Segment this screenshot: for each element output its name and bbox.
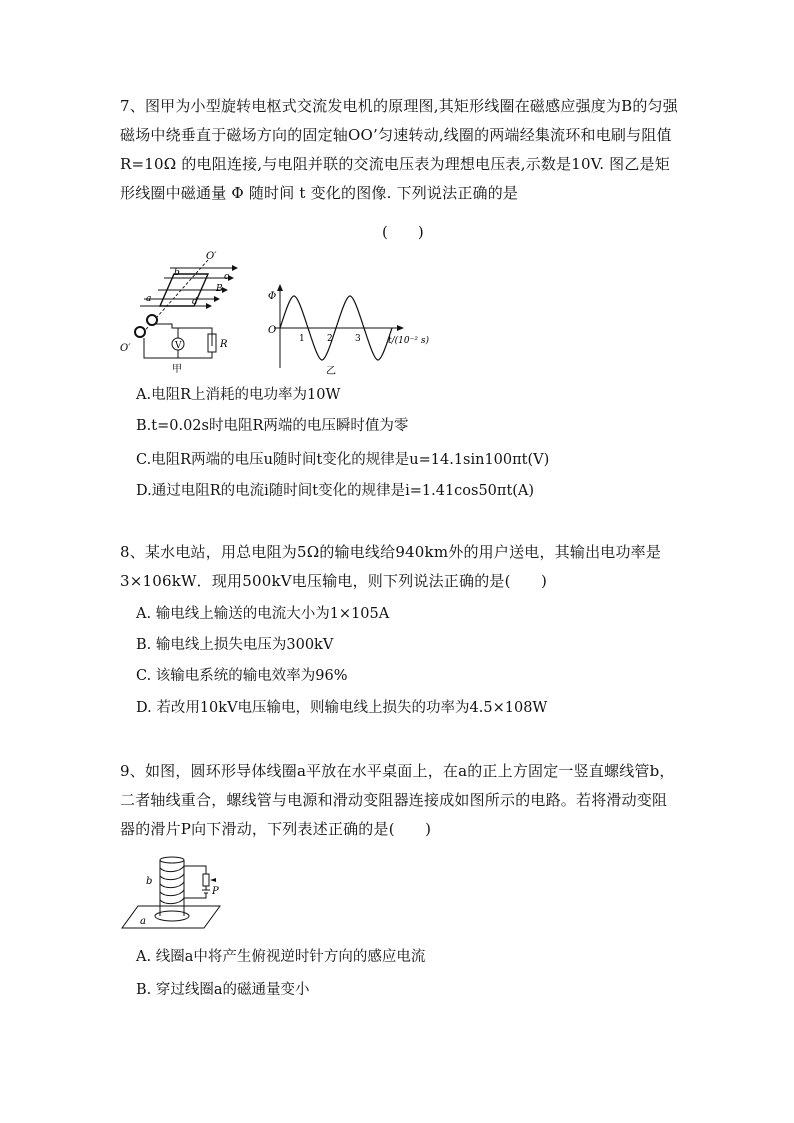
question-7-text: 7、图甲为小型旋转电枢式交流发电机的原理图,其矩形线圈在磁感应强度为B的匀强磁场中绕垂直于磁场方向的固定轴OO’匀速转动,线圈的两端经集流环和电刷与阻值R=10Ω 的电阻连接,与电阻并联的交流电压表为理想电压表,示数是10V. 图乙是矩形线圈中磁通量 Φ 随时间 t 变化的图像. 下列说法正确的是 [120,97,678,202]
tick-label-3: 3 [355,334,361,344]
question-7-stem [120,92,680,208]
q8-option-c: C. 该输电系统的输电效率为96% [136,668,348,684]
generator-diagram [112,246,262,376]
origin-label: O [268,325,277,336]
q8-option-a: A. 输电线上输送的电流大小为1×105A [136,606,390,622]
voltmeter-label: V [175,341,182,351]
solenoid-label-b: b [146,876,153,887]
tick-label-1: 1 [299,334,305,344]
answer-blank: ( ) [382,223,424,241]
question-9-stem [120,757,680,844]
q7-option-b: B.t=0.02s时电阻R两端的电压瞬时值为零 [136,418,409,434]
coil-label-a: a [140,916,146,927]
q8-option-b: B. 输电线上损失电压为300kV [136,637,334,653]
x-axis-label: t/(10⁻² s) [388,336,429,346]
question-8-stem [120,538,680,596]
axis-label-bottom: O′ [120,343,131,354]
q7-option-d: D.通过电阻R的电流i随时间t变化的规律是i=1.41cos50πt(A) [136,483,535,499]
flux-time-graph [262,282,442,378]
y-axis-label: Φ [268,291,277,302]
q7-option-a: A.电阻R上消耗的电功率为10W [136,387,341,403]
coil-label-a: a [146,294,152,304]
slider-label-P: P [212,886,219,897]
tick-label-2: 2 [327,334,333,344]
coil-label-b: b [174,268,180,278]
question-8-text: 8、某水电站，用总电阻为5Ω的输电线给940km外的用户送电，其输出电功率是3×106kW．现用500kV电压输电，则下列说法正确的是( ) [120,543,662,590]
solenoid-diagram [118,852,228,932]
q9-option-b: B. 穿过线圈a的磁通量变小 [136,982,310,998]
resistor-label: R [220,339,228,350]
figure-caption-jia: 甲 [172,364,182,375]
question-9-text: 9、如图，圆环形导体线圈a平放在水平桌面上，在a的正上方固定一竖直螺线管b，二者轴线重合，螺线管与电源和滑动变阻器连接成如图所示的电路。若将滑动变阻器的滑片P向下滑动，下列表述正确的是( ) [120,762,675,838]
coil-label-d: d [192,297,198,307]
axis-label-top: O′ [206,251,217,262]
figure-caption-yi: 乙 [326,366,336,377]
q7-option-c: C.电阻R两端的电压u随时间t变化的规律是u=14.1sin100πt(V) [136,452,550,468]
q9-option-a: A. 线圈a中将产生俯视逆时针方向的感应电流 [136,949,426,965]
coil-label-c: c [224,272,230,282]
q8-option-d: D. 若改用10kV电压输电，则输电线上损失的功率为4.5×108W [136,700,548,716]
field-label-B: B [216,284,223,294]
